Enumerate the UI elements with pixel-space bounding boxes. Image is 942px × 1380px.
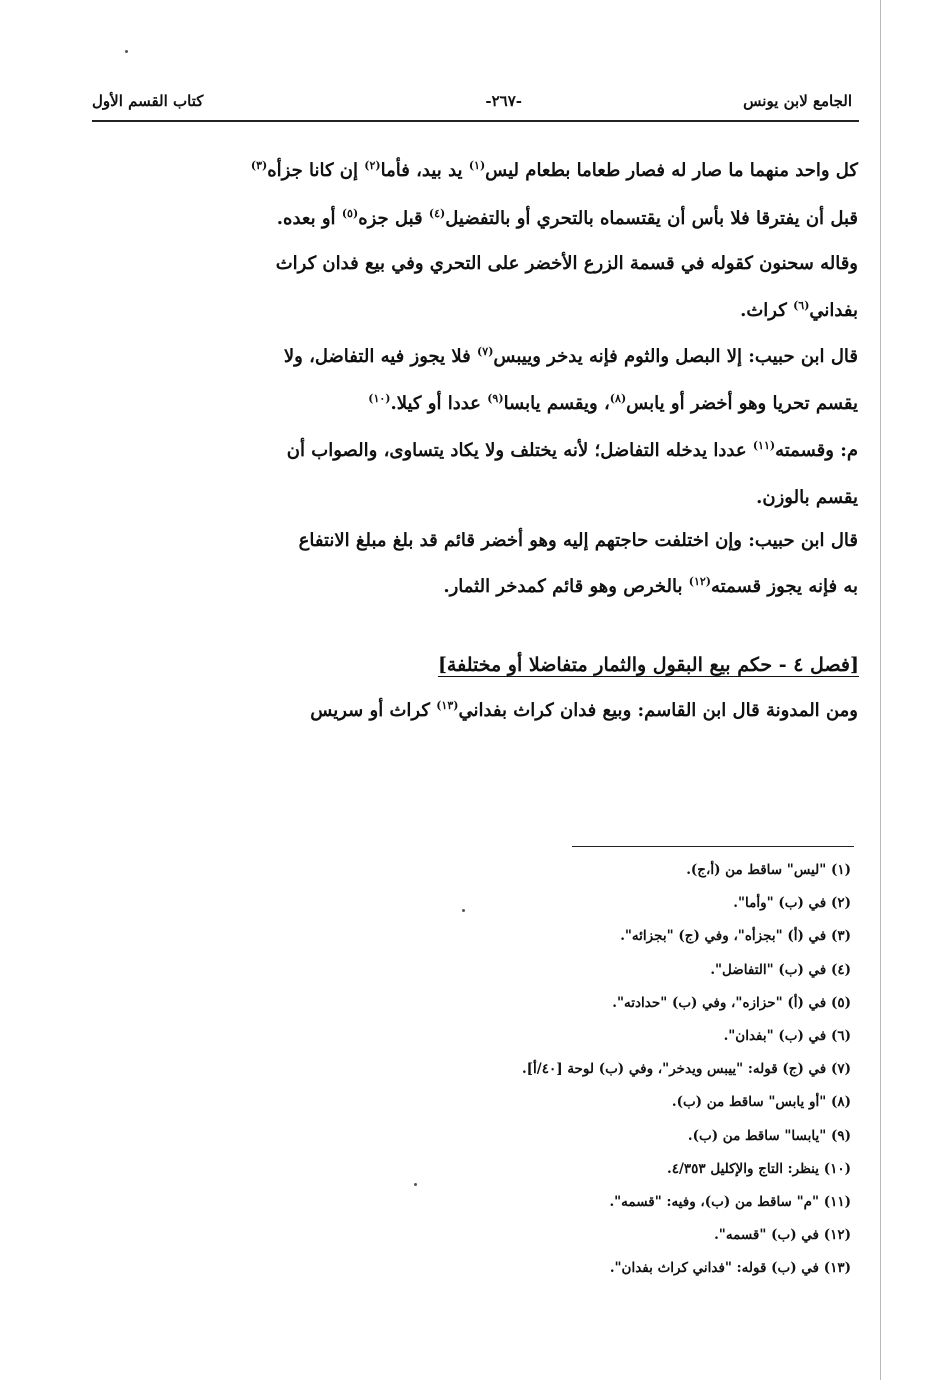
footnote-item: (٧) في (ج) قوله: "ييبس ويدخر"، وفي (ب) لوحة [٤٠/أ]. [521,1061,851,1078]
text-segment: بفداني [809,300,858,321]
footnote-marker[interactable]: (٢) [364,159,381,172]
footnote-item: (٩) "يابسا" ساقط من (ب). [687,1127,851,1144]
last-paragraph-line [88,700,858,740]
scan-speck [414,1183,417,1186]
text-segment: قبل جزه [358,208,429,229]
footnote-marker[interactable]: (١٠) [368,392,391,405]
header-section-title: كتاب القسم الأول [92,92,204,110]
page-number: -٢٦٧- [485,92,522,110]
footnote-marker[interactable]: (٥) [341,207,359,220]
text-segment: كراث. [740,300,794,321]
footnote-item: (٥) في (أ) "حزازه"، وفي (ب) "حدادته". [612,994,851,1011]
footnote-marker[interactable]: (١١) [752,439,776,452]
text-line [740,300,858,321]
text-segment: قال ابن حبيب: إلا البصل والثوم فإنه يدخر وييبس [493,346,858,367]
footnote-marker[interactable]: (٣) [250,159,268,172]
main-text [88,0,858,760]
footnote-marker[interactable]: (٧) [477,345,494,358]
text-segment: قبل أن يفترقا فلا بأس أن يقتسماه بالتحري أو بالتفضيل [445,208,858,229]
text-line [276,253,858,274]
text-segment: بالخرص وهو قائم كمدخر الثمار. [443,576,689,597]
footnote-item: (٦) في (ب) "بفدان". [723,1028,851,1044]
header-book-title: الجامع لابن يونس [743,92,852,110]
scan-speck [462,909,465,912]
footnote-marker[interactable]: (١) [468,159,486,172]
text-line [299,530,858,551]
text-segment: عددا يدخله التفاضل؛ لأنه يختلف ولا يكاد يتساوى، والصواب أن [286,440,753,461]
text-segment: كل واحد منهما ما صار له فصار طعاما بطعام ليس [485,160,858,181]
text-segment: يقسم تحريا وهو أخضر أو يابس [626,393,858,414]
footnote-marker[interactable]: (١٣) [436,699,459,712]
text-segment: كراث أو سريس [310,700,437,721]
footnote-item: (١٠) ينظر: التاج والإكليل ٤/٣٥٣. [667,1160,851,1177]
text-segment: عددا أو كيلا. [390,393,488,414]
text-segment: م: وقسمته [775,440,858,461]
text-segment: يد بيد، فأما [380,160,469,181]
text-line [284,346,858,367]
text-segment: يقسم بالوزن. [756,487,858,508]
footnote-item: (١) "ليس" ساقط من (أ،ج). [686,862,851,878]
text-segment: إن كانا جزأه [267,160,365,181]
footnote-item: (٤) في (ب) "التفاضل". [710,961,851,978]
footnote-marker[interactable]: (٩) [487,392,504,405]
text-line [277,208,858,229]
text-segment: فلا يجوز فيه التفاضل، ولا [283,346,478,367]
footnote-marker[interactable]: (٤) [428,207,446,220]
footnote-marker[interactable]: (٨) [609,392,627,405]
text-line [756,487,858,508]
footnote-item: (١١) "م" ساقط من (ب)، وفيه: "قسمه". [609,1194,851,1210]
footnote-item: (١٣) في (ب) قوله: "فداني كراث بفدان". [609,1260,851,1277]
text-segment: أو بعده. [276,208,342,229]
footnote-separator [572,846,854,847]
text-line [443,576,858,597]
text-segment: به فإنه يجوز قسمته [711,576,858,597]
text-line [251,160,858,181]
text-segment: ، ويقسم يابسا [503,393,610,414]
section-heading: [فصل ٤ - حكم بيع البقول والثمار متفاضلا أو مختلفة] [437,654,859,676]
text-line [287,440,858,461]
scan-speck [125,50,128,53]
footnote-item: (٣) في (أ) "بجزأه"، وفي (ج) "بجزائه". [620,928,851,945]
text-line [368,393,858,414]
footnote-item: (٢) في (ب) "وأما". [733,895,851,912]
footnotes [251,862,851,1302]
text-segment: قال ابن حبيب: وإن اختلفت حاجتهم إليه وهو أخضر قائم قد بلغ مبلغ الانتفاع [298,530,858,551]
text-line [310,700,858,721]
footnote-marker[interactable]: (١٢) [688,575,712,588]
footnote-item: (١٢) في (ب) "قسمه". [714,1227,851,1244]
text-segment: وقاله سحنون كقوله في قسمة الزرع الأخضر على التحري وفي بيع فدان كراث [275,253,858,274]
footnote-item: (٨) "أو يابس" ساقط من (ب). [671,1094,851,1111]
text-segment: ومن المدونة قال ابن القاسم: وبيع فدان كراث بفداني [458,700,858,721]
footnote-marker[interactable]: (٦) [793,299,810,312]
page-edge-rule [880,0,881,1380]
